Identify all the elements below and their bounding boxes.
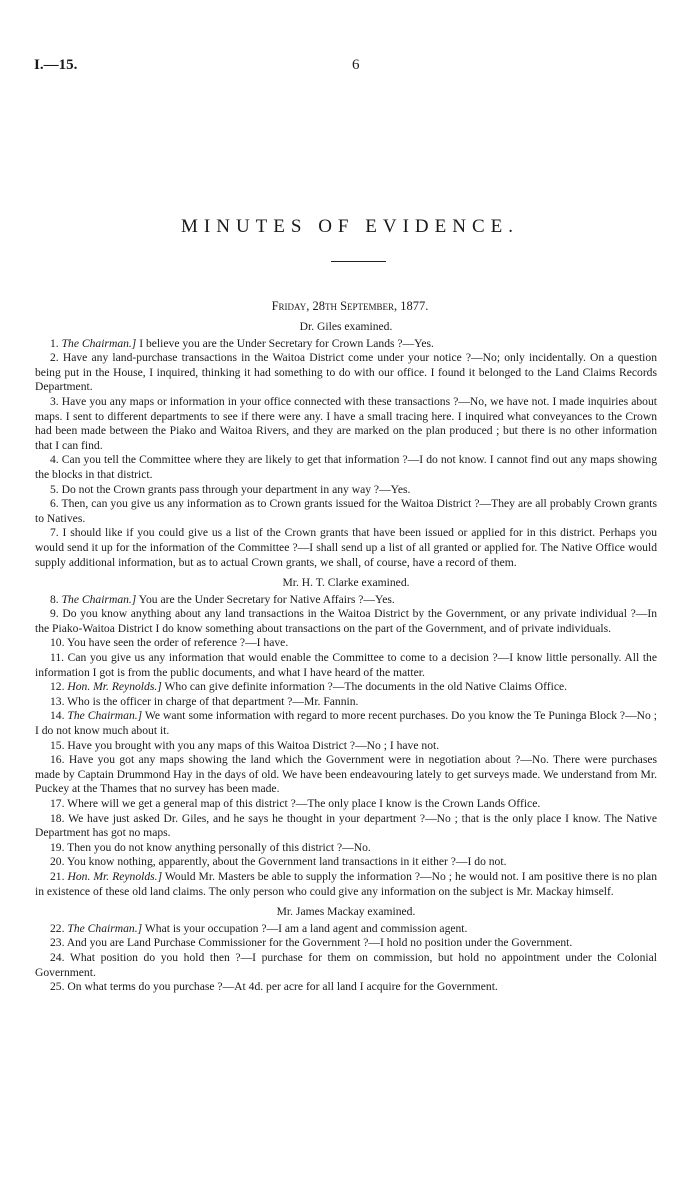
speaker-label: Hon. Mr. Reynolds.] [67,680,162,694]
question-6: 6. Then, can you give us any information as to Crown grants issued for the Waitoa District ?—They are all probably Crown grants to Natives. [35,497,657,525]
question-17: 17. Where will we get a general map of this district ?—The only place I know is the Crown Lands Office. [50,797,541,810]
question-5: 5. Do not the Crown grants pass through your department in any way ?—Yes. [50,482,411,496]
question-16: 16. Have you got any maps showing the land which the Government were in negotiation about ?—No. There were purchases made by Captain Drummond Hay in the days of old. We have been endeavouring lately to get surveys made. We understand from Mr. Puckey at the Thames that no survey has been made. [35,753,657,796]
question-text: Who can give definite information ?—The documents in the old Native Claims Office. [164,680,568,694]
question-text: What is your occupation ?—I am a land agent and commission agent. [144,921,468,935]
question-2: 2. Have any land-purchase transactions in the Waitoa District come under your notice ?—No; only incidentally. On a question being put in the House, I inquired, thinking it had something to do with our office. I found it belonged to the Land Claims Records Department. [35,351,657,394]
question-1: 1. The Chairman.] I believe you are the Under Secretary for Crown Lands ?—Yes. [50,336,434,350]
speaker-label: The Chairman.] [67,709,143,723]
question-25: 25. On what terms do you purchase ?—At 4d. per acre for all land I acquire for the Government. [50,980,498,994]
question-10: 10. You have seen the order of reference ?—I have. [50,636,289,650]
title-divider [331,261,386,262]
question-23: 23. And you are Land Purchase Commissioner for the Government ?—I hold no position under the Government. [50,936,573,950]
witness-heading-giles: Dr. Giles examined. [299,320,393,333]
question-22: 22. The Chairman.] What is your occupation ?—I am a land agent and commission agent. [50,921,468,935]
question-12: 12. Hon. Mr. Reynolds.] Who can give definite information ?—The documents in the old Native Claims Office. [50,680,568,694]
sitting-date: Friday, 28th September, 1877. [271,299,429,313]
page-number: 6 [352,57,360,73]
question-11: 11. Can you give us any information that would enable the Committee to come to a decision ?—I know little personally. All the information I got is from the public documents, and what I have heard of the matter. [35,651,657,679]
question-18: 18. We have just asked Dr. Giles, and he says he thought in your department ?—No ; that is the only place I know. The Native Department has got no maps. [35,811,657,840]
speaker-label: Hon. Mr. Reynolds.] [67,869,163,883]
witness-heading-clarke: Mr. H. T. Clarke examined. [282,576,410,590]
question-8: 8. The Chairman.] You are the Under Secretary for Native Affairs ?—Yes. [50,592,395,606]
witness-heading-mackay: Mr. James Mackay examined. [276,905,416,919]
question-text: I believe you are the Under Secretary for Crown Lands ?—Yes. [139,336,434,350]
question-13: 13. Who is the officer in charge of that department ?—Mr. Fannin. [50,694,359,708]
page-title: MINUTES OF EVIDENCE. [181,216,519,237]
question-text: We want some information with regard to more recent purchases. Do you know the Te Puninga Block ?—No ; I do not know much about it. [35,709,657,738]
question-4: 4. Can you tell the Committee where they are likely to get that information ?—I do not know. I cannot find out any maps showing the blocks in that district. [35,453,657,481]
question-9: 9. Do you know anything about any land transactions in the Waitoa District by the Government, or any private individual ?—In the Piako-Waitoa District I do know something about transactions on the part of the Government, and of private individuals. [35,607,657,635]
speaker-label: The Chairman.] [67,921,143,935]
question-15: 15. Have you brought with you any maps of this Waitoa District ?—No ; I have not. [50,738,440,752]
question-24: 24. What position do you hold then ?—I purchase for them on commission, but hold no appointment under the Colonial Government. [35,950,657,979]
question-text: You are the Under Secretary for Native Affairs ?—Yes. [138,592,395,606]
question-19: 19. Then you do not know anything personally of this district ?—No. [50,840,371,854]
question-text: Would Mr. Masters be able to supply the information ?—No ; he would not. I am positive there is no plan in existence of these old land claims. The only person who could give any information on the subject is Mr. Mackay himself. [35,869,657,898]
question-3: 3. Have you any maps or information in your office connected with these transactions ?—No, we have not. I made inquiries about maps. I sent to different departments to see if there were any. I have a small tracing here. I inquired what conveyances to the Crown had been made between the Piako and Waitoa Rivers, and they are marked on the plan produced ; but there is no other information that I can find. [35,394,657,452]
speaker-label: The Chairman.] [61,592,137,606]
question-20: 20. You know nothing, apparently, about the Government land transactions in it either ?—I do not. [50,855,507,869]
speaker-label: The Chairman.] [61,336,137,350]
evidence-body [35,318,657,995]
document-reference: I.—15. [34,57,78,73]
question-14: 14. The Chairman.] We want some information with regard to more recent purchases. Do you know the Te Puninga Block ?—No ; I do not know much about it. [35,709,657,738]
question-21: 21. Hon. Mr. Reynolds.] Would Mr. Masters be able to supply the information ?—No ; he would not. I am positive there is no plan in existence of these old land claims. The only person who could give any information on the subject is Mr. Mackay himself. [35,869,657,898]
question-7: 7. I should like if you could give us a list of the Crown grants that have been issued or applied for in this district. Perhaps you would send it up for the information of the Committee ?—I shall send up a list of all granted or applied for. The Native Office would supply additional information, but as to actual Crown grants, we shall, of course, have a record of them. [35,526,657,569]
